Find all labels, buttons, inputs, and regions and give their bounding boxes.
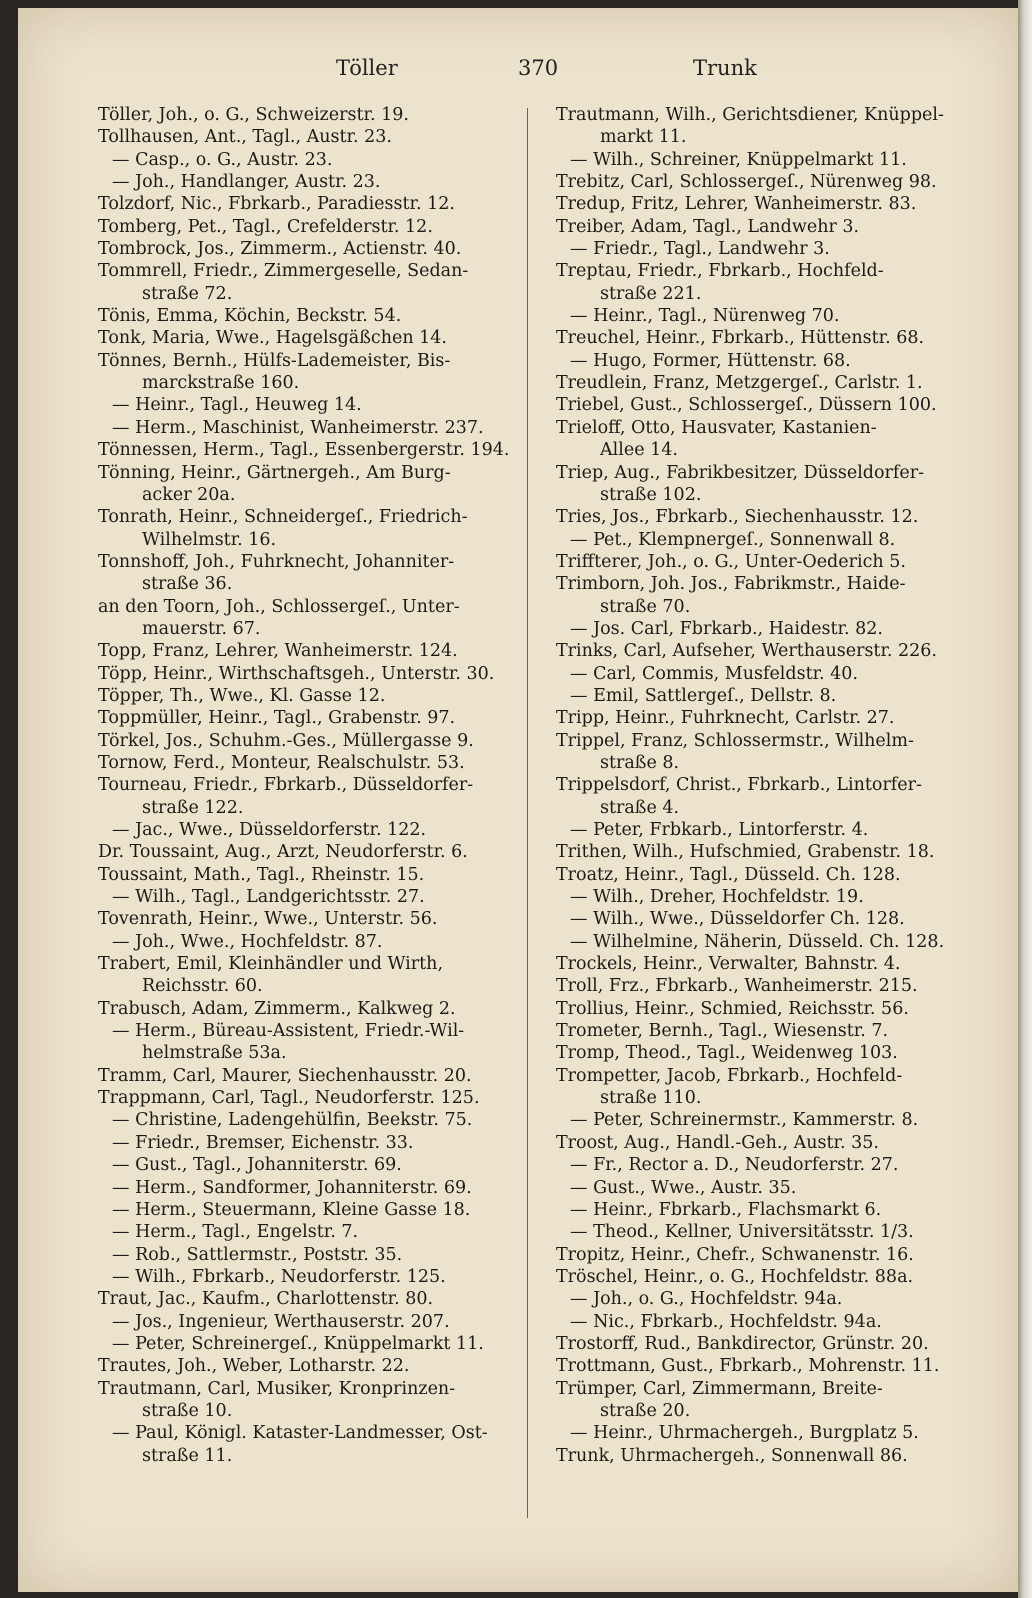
directory-entry-line: Reichsstr. 60.	[142, 976, 263, 997]
directory-entry-line: Dr. Toussaint, Aug., Arzt, Neudorferstr. 6.	[98, 842, 468, 863]
page-header	[18, 56, 1018, 86]
directory-page	[18, 8, 1018, 1592]
directory-entry-line: Töpper, Th., Wwe., Kl. Gasse 12.	[98, 685, 386, 706]
directory-entry-line: straße 122.	[142, 797, 244, 818]
directory-entry-line: Troost, Aug., Handl.-Geh., Austr. 35.	[556, 1132, 879, 1153]
directory-entry-line: — Friedr., Tagl., Landwehr 3.	[570, 239, 830, 260]
directory-entry-line: straße 221.	[600, 283, 702, 304]
left-column	[98, 104, 528, 1467]
directory-entry-line: Töller, Joh., o. G., Schweizerstr. 19.	[98, 105, 409, 125]
directory-entry-line: Tornow, Ferd., Monteur, Realschulstr. 53.	[98, 752, 465, 773]
directory-entry-line: Trebitz, Carl, Schlossergeſ., Nürenweg 98.	[556, 172, 937, 193]
directory-entry-line: straße 36.	[142, 574, 233, 595]
directory-entry-line: — Wilh., Fbrkarb., Neudorferstr. 125.	[112, 1266, 446, 1287]
right-column	[556, 104, 1000, 1467]
page-edge	[1018, 0, 1032, 1598]
directory-entry-line: Tonrath, Heinr., Schneidergeſ., Friedrich-	[98, 507, 468, 528]
directory-entry-line: Tönning, Heinr., Gärtnergeh., Am Burg-	[98, 462, 451, 483]
directory-entry-line: — Fr., Rector a. D., Neudorferstr. 27.	[570, 1155, 899, 1176]
directory-entry-line: Tonnshoff, Joh., Fuhrknecht, Johanniter-	[98, 551, 455, 572]
directory-entry-line: — Rob., Sattlermstr., Poststr. 35.	[112, 1244, 403, 1265]
directory-entry-line: — Emil, Sattlergeſ., Dellstr. 8.	[570, 685, 837, 706]
directory-entry-line: Tönnes, Bernh., Hülfs-Lademeister, Bis-	[98, 350, 451, 371]
directory-entry-line: — Jac., Wwe., Düsseldorferstr. 122.	[112, 820, 427, 840]
directory-entry-line: Tomberg, Pet., Tagl., Crefelderstr. 12.	[98, 216, 433, 237]
directory-entry-line: Traut, Jac., Kaufm., Charlottenstr. 80.	[98, 1289, 434, 1310]
directory-entry-line: an den Toorn, Joh., Schlossergeſ., Unter-	[98, 596, 460, 617]
directory-entry-line: — Nic., Fbrkarb., Hochfeldstr. 94a.	[570, 1311, 882, 1332]
directory-entry-line: Tönnessen, Herm., Tagl., Essenbergerstr. 194.	[98, 440, 510, 461]
directory-entry-line: Tönis, Emma, Köchin, Beckstr. 54.	[98, 306, 402, 327]
directory-entry-line: Trostorff, Rud., Bankdirector, Grünstr. 20.	[556, 1333, 929, 1354]
directory-entry-line: Tourneau, Friedr., Fbrkarb., Düsseldorfer-	[98, 775, 474, 796]
directory-entry-line: Trautmann, Carl, Musiker, Kronprinzen-	[98, 1378, 456, 1399]
directory-entry-line: — Joh., o. G., Hochfeldstr. 94a.	[570, 1289, 843, 1310]
directory-entry-line: — Peter, Schreinergeſ., Knüppelmarkt 11.	[112, 1333, 484, 1354]
directory-entry-line: Trockels, Heinr., Verwalter, Bahnstr. 4.	[556, 954, 901, 975]
directory-entry-line: Triffterer, Joh., o. G., Unter-Oederich 5.	[556, 551, 906, 572]
directory-entry-line: Trunk, Uhrmachergeh., Sonnenwall 86.	[556, 1445, 908, 1466]
directory-entry-line: Treuchel, Heinr., Fbrkarb., Hüttenstr. 68.	[556, 328, 925, 349]
directory-entry-line: straße 102.	[600, 484, 702, 505]
directory-entry-line: — Herm., Büreau-Assistent, Friedr.-Wil-	[112, 1021, 465, 1042]
directory-entry-line: Tramm, Carl, Maurer, Siechenhausstr. 20.	[98, 1065, 472, 1086]
directory-entry-line: — Herm., Maschinist, Wanheimerstr. 237.	[112, 417, 484, 438]
directory-entry-line: mauerstr. 67.	[142, 618, 261, 639]
directory-entry-line: Topp, Franz, Lehrer, Wanheimerstr. 124.	[98, 641, 458, 662]
directory-entry-line: marckstraße 160.	[142, 373, 300, 394]
directory-entry-line: Trompetter, Jacob, Fbrkarb., Hochfeld-	[556, 1065, 903, 1086]
directory-entry-line: Trautmann, Wilh., Gerichtsdiener, Knüppel-	[556, 105, 944, 125]
directory-entry-line: Töpp, Heinr., Wirthschaftsgeh., Unterstr. 30.	[98, 663, 495, 684]
directory-entry-line: Treiber, Adam, Tagl., Landwehr 3.	[556, 216, 860, 237]
directory-entry-line: — Jos. Carl, Fbrkarb., Haidestr. 82.	[570, 618, 883, 639]
directory-entry-line: — Theod., Kellner, Universitätsstr. 1/3.	[570, 1222, 914, 1243]
directory-entry-line: straße 4.	[600, 797, 680, 818]
directory-entry-line: Tries, Jos., Fbrkarb., Siechenhausstr. 12.	[556, 507, 919, 528]
directory-entry-line: Trümper, Carl, Zimmermann, Breite-	[556, 1378, 883, 1399]
directory-entry-line: straße 110.	[600, 1088, 702, 1109]
directory-entry-line: — Herm., Sandformer, Johanniterstr. 69.	[112, 1177, 472, 1198]
directory-entry-line: — Christine, Ladengehülfin, Beekstr. 75.	[112, 1110, 473, 1131]
directory-entry-line: Trottmann, Gust., Fbrkarb., Mohrenstr. 11.	[556, 1356, 940, 1377]
directory-entry-line: — Heinr., Tagl., Nürenweg 70.	[570, 306, 840, 327]
directory-entry-line: — Heinr., Tagl., Heuweg 14.	[112, 395, 362, 416]
directory-entry-line: Tropitz, Heinr., Chefr., Schwanenstr. 16.	[556, 1244, 914, 1265]
directory-entry-line: Toppmüller, Heinr., Tagl., Grabenstr. 97.	[98, 708, 456, 729]
directory-entry-line: straße 20.	[600, 1400, 691, 1421]
header-right-word: Trunk	[693, 56, 757, 80]
directory-entry-line: straße 72.	[142, 283, 233, 304]
directory-entry-line: Wilhelmstr. 16.	[142, 529, 277, 550]
directory-entry-line: straße 8.	[600, 752, 680, 773]
directory-entry-line: Treudlein, Franz, Metzgergeſ., Carlstr. 1.	[556, 373, 923, 394]
directory-entry-line: Tombrock, Jos., Zimmerm., Actienstr. 40.	[98, 239, 462, 260]
directory-entry-line: — Carl, Commis, Musfeldstr. 40.	[570, 663, 859, 684]
directory-entry-line: — Herm., Steuermann, Kleine Gasse 18.	[112, 1199, 471, 1220]
directory-entry-line: Tredup, Fritz, Lehrer, Wanheimerstr. 83.	[556, 194, 917, 215]
directory-entry-line: Treptau, Friedr., Fbrkarb., Hochfeld-	[556, 261, 884, 282]
directory-entry-line: Toussaint, Math., Tagl., Rheinstr. 15.	[98, 864, 425, 885]
directory-entry-line: Trippel, Franz, Schlossermstr., Wilhelm-	[556, 730, 914, 751]
directory-entry-line: — Herm., Tagl., Engelstr. 7.	[112, 1222, 359, 1243]
directory-entry-line: Allee 14.	[600, 440, 678, 461]
directory-entry-line: — Wilh., Wwe., Düsseldorfer Ch. 128.	[570, 909, 905, 930]
right-entry-list	[556, 104, 1000, 1467]
directory-entry-line: Tolzdorf, Nic., Fbrkarb., Paradiesstr. 12.	[98, 194, 455, 215]
directory-entry-line: Tollhausen, Ant., Tagl., Austr. 23.	[98, 127, 392, 148]
directory-entry-line: Trometer, Bernh., Tagl., Wiesenstr. 7.	[556, 1021, 889, 1042]
directory-entry-line: Trautes, Joh., Weber, Lotharstr. 22.	[98, 1356, 410, 1377]
directory-entry-line: — Peter, Frbkarb., Lintorferstr. 4.	[570, 820, 869, 840]
directory-entry-line: — Paul, Königl. Kataster-Landmesser, Ost-	[112, 1423, 488, 1444]
directory-entry-line: — Wilh., Dreher, Hochfeldstr. 19.	[570, 887, 864, 908]
directory-entry-line: Trithen, Wilh., Hufschmied, Grabenstr. 18.	[556, 842, 935, 863]
directory-entry-line: Tommrell, Friedr., Zimmergeselle, Sedan-	[98, 261, 469, 282]
directory-entry-line: — Peter, Schreinermstr., Kammerstr. 8.	[570, 1110, 919, 1131]
directory-entry-line: — Hugo, Former, Hüttenstr. 68.	[570, 350, 851, 371]
header-left-word: Töller	[336, 56, 398, 80]
directory-entry-line: Trinks, Carl, Aufseher, Werthauserstr. 226.	[556, 641, 937, 662]
directory-entry-line: — Joh., Handlanger, Austr. 23.	[112, 172, 381, 193]
directory-entry-line: Tröschel, Heinr., o. G., Hochfeldstr. 88a.	[556, 1266, 914, 1287]
directory-entry-line: Triebel, Gust., Schlossergeſ., Düssern 100.	[556, 395, 937, 416]
directory-entry-line: — Casp., o. G., Austr. 23.	[112, 149, 333, 170]
directory-entry-line: Trabusch, Adam, Zimmerm., Kalkweg 2.	[98, 998, 456, 1019]
page-number: 370	[518, 56, 559, 80]
directory-entry-line: Trippelsdorf, Christ., Fbrkarb., Lintorfer-	[556, 775, 922, 796]
directory-entry-line: — Friedr., Bremser, Eichenstr. 33.	[112, 1132, 414, 1153]
directory-entry-line: — Heinr., Uhrmachergeh., Burgplatz 5.	[570, 1423, 919, 1444]
directory-entry-line: Troll, Frz., Fbrkarb., Wanheimerstr. 215.	[556, 976, 918, 997]
directory-entry-line: markt 11.	[600, 127, 687, 148]
directory-entry-line: Tovenrath, Heinr., Wwe., Unterstr. 56.	[98, 909, 438, 930]
directory-entry-line: Tromp, Theod., Tagl., Weidenweg 103.	[556, 1043, 898, 1064]
directory-entry-line: — Gust., Wwe., Austr. 35.	[570, 1177, 797, 1198]
column-divider	[527, 108, 528, 1518]
directory-entry-line: — Pet., Klempnergeſ., Sonnenwall 8.	[570, 529, 896, 550]
directory-entry-line: — Joh., Wwe., Hochfeldstr. 87.	[112, 931, 383, 952]
directory-entry-line: — Wilh., Tagl., Landgerichtsstr. 27.	[112, 887, 425, 908]
directory-entry-line: — Gust., Tagl., Johanniterstr. 69.	[112, 1155, 402, 1176]
directory-entry-line: — Heinr., Fbrkarb., Flachsmarkt 6.	[570, 1199, 882, 1220]
left-entry-list	[98, 104, 528, 1467]
directory-entry-line: straße 70.	[600, 596, 691, 617]
directory-entry-line: straße 10.	[142, 1400, 233, 1421]
directory-entry-line: Trappmann, Carl, Tagl., Neudorferstr. 125.	[98, 1088, 480, 1109]
directory-entry-line: Trollius, Heinr., Schmied, Reichsstr. 56.	[556, 998, 909, 1019]
directory-entry-line: Triep, Aug., Fabrikbesitzer, Düsseldorfer-	[556, 462, 925, 483]
directory-entry-line: Tripp, Heinr., Fuhrknecht, Carlstr. 27.	[556, 708, 895, 729]
directory-entry-line: — Wilh., Schreiner, Knüppelmarkt 11.	[570, 149, 907, 170]
directory-entry-line: — Wilhelmine, Näherin, Düsseld. Ch. 128.	[570, 931, 945, 952]
directory-entry-line: Troatz, Heinr., Tagl., Düsseld. Ch. 128.	[556, 864, 901, 885]
directory-entry-line: Trimborn, Joh. Jos., Fabrikmstr., Haide-	[556, 574, 906, 595]
directory-entry-line: straße 11.	[142, 1445, 233, 1466]
directory-entry-line: helmstraße 53a.	[142, 1043, 287, 1064]
directory-entry-line: Trabert, Emil, Kleinhändler und Wirth,	[98, 954, 444, 975]
directory-entry-line: Trieloff, Otto, Hausvater, Kastanien-	[556, 417, 877, 438]
directory-entry-line: Törkel, Jos., Schuhm.-Ges., Müllergasse 9.	[98, 730, 474, 751]
directory-entry-line: acker 20a.	[142, 484, 236, 505]
directory-entry-line: — Jos., Ingenieur, Werthauserstr. 207.	[112, 1311, 450, 1332]
directory-entry-line: Tonk, Maria, Wwe., Hagelsgäßchen 14.	[98, 328, 447, 349]
